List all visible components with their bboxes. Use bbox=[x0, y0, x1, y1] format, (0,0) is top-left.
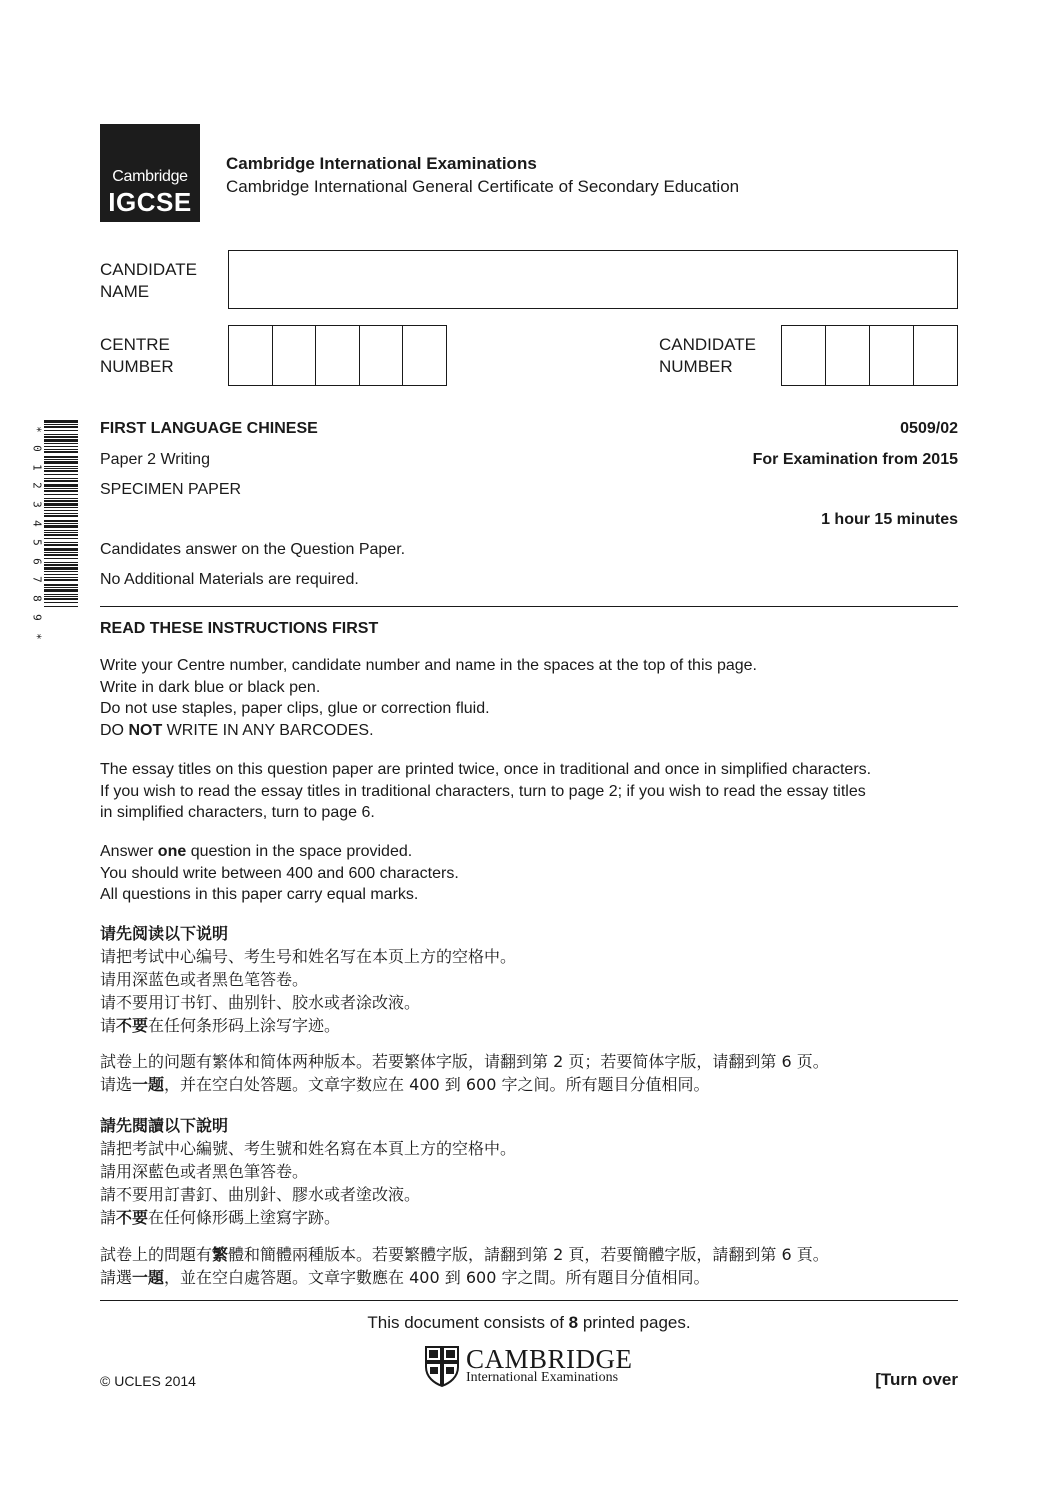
barcode-bar bbox=[44, 439, 78, 442]
simplified-heading: 请先阅读以下说明 bbox=[100, 924, 229, 943]
zh-text: 請選 bbox=[100, 1268, 133, 1287]
candidate-number-label bbox=[659, 334, 756, 378]
barcode-bar bbox=[44, 459, 78, 460]
zh-line: 请把考试中心编号、考生号和姓名写在本页上方的空格中。 bbox=[100, 947, 517, 966]
barcode-bar bbox=[44, 567, 78, 570]
candidate-number-cell[interactable] bbox=[869, 326, 913, 385]
barcode-digit: 9 bbox=[30, 614, 44, 621]
instruction-emphasis: one bbox=[157, 843, 187, 860]
barcode-bar bbox=[44, 584, 78, 586]
centre-number-label-line-1: CENTRE bbox=[100, 335, 170, 354]
zh-emphasis: 不要 bbox=[116, 1016, 149, 1035]
zh-text: 请选 bbox=[100, 1075, 133, 1094]
barcode-bar bbox=[44, 466, 78, 467]
centre-number-field[interactable] bbox=[228, 325, 447, 386]
instruction-emphasis: NOT bbox=[128, 721, 163, 739]
barcode-bar bbox=[44, 525, 78, 528]
barcode-bar bbox=[44, 430, 78, 431]
answer-block bbox=[100, 841, 970, 906]
candidate-number-cell[interactable] bbox=[825, 326, 869, 385]
barcode-bar bbox=[44, 602, 78, 603]
instruction-line: The essay titles on this question paper are printed twice, once in traditional and once in simplified characters. bbox=[100, 761, 872, 778]
barcode-bar bbox=[44, 532, 78, 533]
zh-emphasis: 一題 bbox=[132, 1268, 165, 1287]
essay-titles-block bbox=[100, 759, 970, 824]
barcode-bar bbox=[44, 426, 78, 428]
barcode-digit: 3 bbox=[30, 501, 44, 508]
barcode-bar bbox=[44, 564, 78, 566]
candidate-number-field[interactable] bbox=[781, 325, 958, 386]
cambridge-wordmark: CAMBRIDGE bbox=[466, 1344, 633, 1374]
specimen-label: SPECIMEN PAPER bbox=[100, 481, 242, 498]
paper-name: Paper 2 Writing bbox=[100, 451, 210, 468]
zh-line: 請把考試中心編號、考生號和姓名寫在本頁上方的空格中。 bbox=[100, 1139, 517, 1158]
zh-line bbox=[100, 1073, 970, 1096]
zh-text: 请 bbox=[100, 1016, 117, 1035]
barcode-bar bbox=[44, 577, 78, 578]
barcode-bar bbox=[44, 520, 78, 522]
barcode-bar bbox=[44, 468, 78, 469]
exam-from: For Examination from 2015 bbox=[752, 451, 958, 468]
barcode-bar bbox=[44, 548, 78, 551]
copyright: © UCLES 2014 bbox=[100, 1373, 196, 1389]
traditional-instructions bbox=[100, 1114, 970, 1229]
instruction-line: All questions in this paper carry equal marks. bbox=[100, 886, 419, 903]
zh-emphasis: 一题 bbox=[132, 1075, 165, 1094]
barcode-digit: 7 bbox=[30, 576, 44, 584]
barcode-bar bbox=[44, 480, 78, 482]
zh-text: ，並在空白處答題。文章字數應在 400 到 600 字之間。所有題目分值相同。 bbox=[164, 1268, 710, 1287]
logo-line-2: IGCSE bbox=[108, 187, 192, 217]
barcode-bar bbox=[44, 523, 78, 524]
cambridge-wordmark-sub: International Examinations bbox=[466, 1370, 619, 1385]
barcode-bar bbox=[44, 507, 78, 508]
zh-text: 試卷上的問題有 bbox=[100, 1245, 213, 1264]
barcode-bar bbox=[44, 598, 78, 600]
instruction-line: Write your Centre number, candidate number and name in the spaces at the top of this page. bbox=[100, 657, 757, 674]
zh-line: 请用深蓝色或者黑色笔答卷。 bbox=[100, 970, 309, 989]
candidate-name-label-line-2: NAME bbox=[100, 282, 150, 301]
candidate-number-label-line-2: NUMBER bbox=[659, 357, 733, 376]
barcode bbox=[44, 420, 78, 608]
instructions-block bbox=[100, 655, 970, 741]
barcode-bar bbox=[44, 424, 78, 425]
barcode-digit: 8 bbox=[30, 595, 44, 602]
instruction-text: DO bbox=[100, 721, 129, 739]
zh-text: 在任何條形碼上塗寫字跡。 bbox=[148, 1208, 341, 1227]
igcse-logo bbox=[100, 124, 200, 222]
zh-text: 體和簡體兩種版本。若要繁體字版，請翻到第 2 頁，若要簡體字版，請翻到第 6 頁。 bbox=[228, 1245, 829, 1264]
zh-text: ，并在空白处答题。文章字数应在 400 到 600 字之间。所有题目分值相同。 bbox=[164, 1075, 710, 1094]
barcode-bar bbox=[44, 594, 78, 595]
simplified-versions bbox=[100, 1050, 970, 1096]
traditional-heading: 請先閱讀以下說明 bbox=[100, 1116, 229, 1135]
barcode-bar bbox=[44, 579, 78, 581]
barcode-bar bbox=[44, 574, 78, 575]
barcode-bar bbox=[44, 470, 78, 472]
barcode-bar bbox=[44, 474, 78, 475]
centre-number-cell[interactable] bbox=[315, 326, 359, 385]
zh-emphasis: 繁 bbox=[212, 1245, 229, 1264]
barcode-bar bbox=[44, 500, 78, 502]
centre-number-label bbox=[100, 334, 174, 378]
barcode-digit: 6 bbox=[30, 557, 44, 565]
barcode-bar bbox=[44, 443, 78, 444]
barcode-bar bbox=[44, 503, 78, 506]
instruction-text: WRITE IN ANY BARCODES. bbox=[162, 721, 374, 739]
barcode-bar bbox=[44, 513, 78, 514]
zh-line: 请不要用订书钉、曲别针、胶水或者涂改液。 bbox=[100, 993, 421, 1012]
barcode-bar bbox=[44, 589, 78, 592]
answer-on-paper: Candidates answer on the Question Paper. bbox=[100, 541, 406, 558]
barcode-bar bbox=[44, 530, 78, 531]
turn-over: [Turn over bbox=[875, 1370, 958, 1389]
barcode-bar bbox=[44, 420, 78, 423]
barcode-bar bbox=[44, 562, 78, 563]
centre-number-cell[interactable] bbox=[359, 326, 403, 385]
barcode-digit: * bbox=[30, 426, 44, 433]
barcode-digits bbox=[30, 420, 44, 640]
barcode-bar bbox=[44, 554, 78, 556]
candidate-number-cell[interactable] bbox=[782, 326, 825, 385]
instruction-text: question in the space provided. bbox=[186, 843, 413, 860]
barcode-bar bbox=[44, 449, 78, 450]
barcode-digit: 1 bbox=[30, 463, 44, 471]
barcode-bar bbox=[44, 552, 78, 553]
cambridge-crest-icon bbox=[424, 1345, 460, 1387]
barcode-bar bbox=[44, 456, 78, 458]
zh-line bbox=[100, 1243, 970, 1266]
barcode-bar bbox=[44, 515, 78, 517]
instruction-line: Write in dark blue or black pen. bbox=[100, 678, 321, 696]
page-count-text: printed pages. bbox=[578, 1313, 691, 1332]
centre-number-cell[interactable] bbox=[229, 326, 272, 385]
barcode-digit: 5 bbox=[30, 538, 44, 546]
barcode-bar bbox=[44, 494, 78, 495]
barcode-digit: 2 bbox=[30, 482, 44, 490]
instruction-line bbox=[100, 720, 970, 742]
barcode-bar bbox=[44, 587, 78, 588]
instructions-heading: READ THESE INSTRUCTIONS FIRST bbox=[100, 620, 379, 637]
barcode-bar bbox=[44, 606, 78, 607]
barcode-bar bbox=[44, 451, 78, 453]
barcode-bar bbox=[44, 542, 78, 543]
barcode-bar bbox=[44, 596, 78, 597]
instruction-line: If you wish to read the essay titles in traditional characters, turn to page 2; if you wish to read the essay titles bbox=[100, 782, 866, 800]
instruction-line: You should write between 400 and 600 characters. bbox=[100, 864, 459, 882]
logo-line-1: Cambridge bbox=[112, 168, 188, 185]
instruction-line: in simplified characters, turn to page 6. bbox=[100, 804, 375, 821]
candidate-name-field[interactable] bbox=[228, 250, 958, 309]
divider bbox=[100, 1300, 958, 1301]
subject-title: FIRST LANGUAGE CHINESE bbox=[100, 420, 318, 437]
syllabus-code: 0509/02 bbox=[900, 420, 958, 437]
instruction-line bbox=[100, 841, 970, 863]
centre-number-cell[interactable] bbox=[272, 326, 316, 385]
barcode-digit: 4 bbox=[30, 520, 44, 527]
traditional-versions bbox=[100, 1243, 970, 1289]
centre-number-label-line-2: NUMBER bbox=[100, 357, 174, 376]
org-name: Cambridge International Examinations bbox=[226, 154, 537, 173]
zh-line bbox=[100, 1206, 970, 1229]
barcode-bar bbox=[44, 498, 78, 499]
barcode-bar bbox=[44, 510, 78, 511]
barcode-bar bbox=[44, 461, 78, 464]
barcode-bar bbox=[44, 488, 78, 489]
barcode-bar bbox=[44, 490, 78, 492]
barcode-bar bbox=[44, 446, 78, 447]
candidate-name-label-line-1: CANDIDATE bbox=[100, 260, 197, 279]
zh-line: 請不要用訂書釘、曲別針、膠水或者塗改液。 bbox=[100, 1185, 421, 1204]
zh-emphasis: 不要 bbox=[116, 1208, 149, 1227]
divider bbox=[100, 606, 958, 607]
instruction-text: Answer bbox=[100, 843, 158, 860]
zh-text: 在任何条形码上涂写字迹。 bbox=[148, 1016, 341, 1035]
materials: No Additional Materials are required. bbox=[100, 571, 359, 588]
qualification-name: Cambridge International General Certificate of Secondary Education bbox=[226, 177, 740, 196]
page-count bbox=[0, 1313, 1058, 1333]
centre-number-cell[interactable] bbox=[402, 326, 446, 385]
barcode-digit: 0 bbox=[30, 444, 44, 452]
simplified-instructions bbox=[100, 922, 970, 1037]
zh-text: 請 bbox=[100, 1208, 117, 1227]
zh-line bbox=[100, 1014, 970, 1037]
barcode-bar bbox=[44, 434, 78, 435]
zh-line bbox=[100, 1266, 970, 1289]
candidate-number-label-line-1: CANDIDATE bbox=[659, 335, 756, 354]
candidate-name-label bbox=[100, 259, 197, 303]
barcode-bar bbox=[44, 558, 78, 559]
page-count-number: 8 bbox=[568, 1313, 579, 1332]
barcode-bar bbox=[44, 544, 78, 546]
page-count-text: This document consists of bbox=[367, 1313, 569, 1332]
barcode-bar bbox=[44, 538, 78, 539]
zh-line: 試卷上的问题有繁体和简体两种版本。若要繁体字版，请翻到第 2 页；若要简体字版，请翻到第 6 页。 bbox=[100, 1052, 829, 1071]
barcode-bar bbox=[44, 436, 78, 438]
instruction-line: Do not use staples, paper clips, glue or correction fluid. bbox=[100, 700, 490, 717]
barcode-bar bbox=[44, 534, 78, 536]
barcode-bar bbox=[44, 571, 78, 572]
zh-line: 請用深藍色或者黑色筆答卷。 bbox=[100, 1162, 309, 1181]
barcode-digit: * bbox=[30, 632, 44, 640]
barcode-bar bbox=[44, 484, 78, 487]
barcode-bar bbox=[44, 478, 78, 479]
duration: 1 hour 15 minutes bbox=[821, 511, 958, 528]
candidate-number-cell[interactable] bbox=[913, 326, 957, 385]
